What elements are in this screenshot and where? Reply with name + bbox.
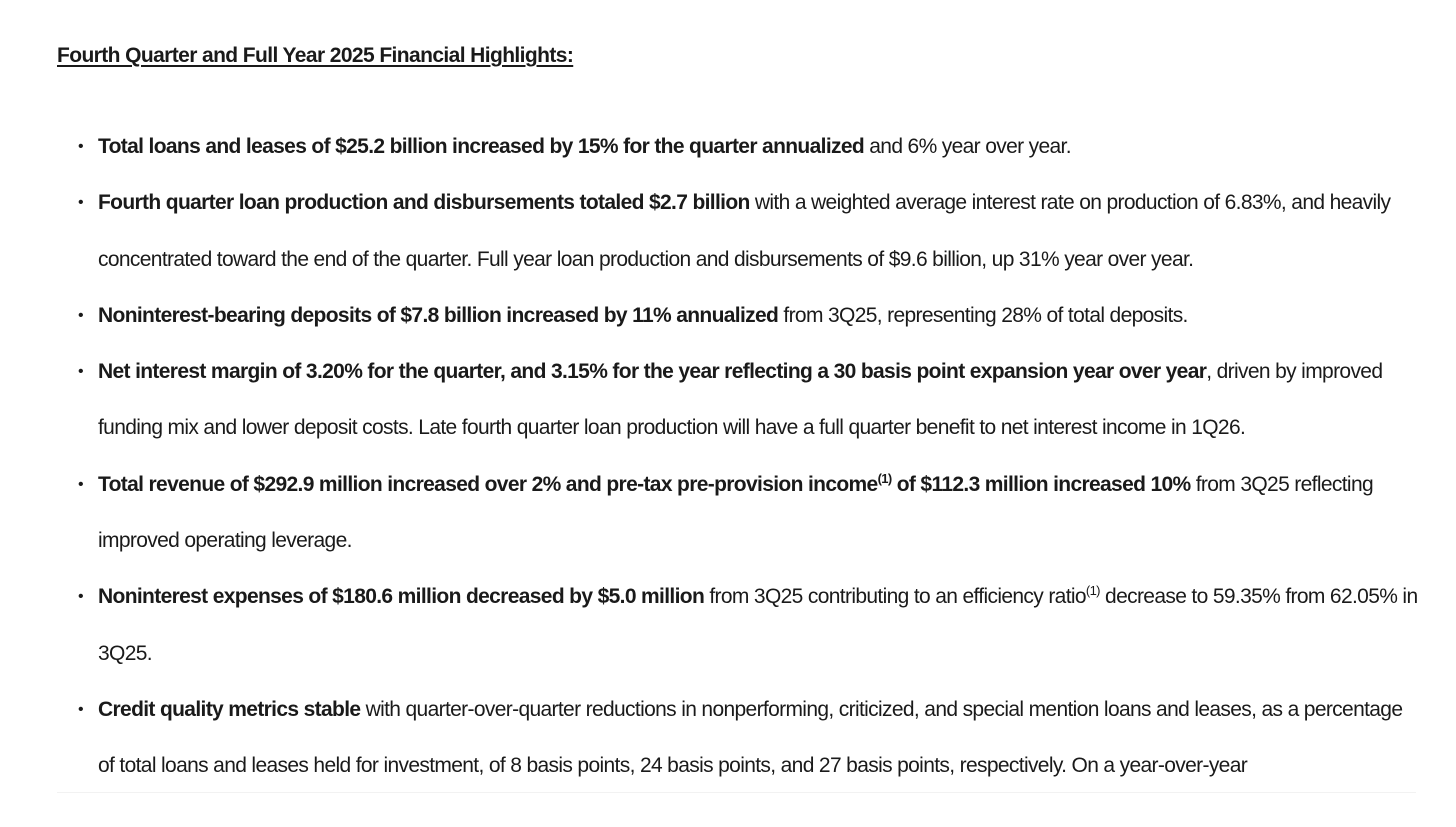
highlight-text: , driven by improved funding mix and lower deposit costs. Late fourth quarter loan production will have a full quarter benefit to net interest income in 1Q26.: [98, 360, 1383, 440]
highlights-list: [78, 119, 1418, 795]
footnote-marker: (1): [1085, 583, 1100, 599]
bullet-marker: •: [78, 475, 83, 493]
bullet-marker: •: [78, 194, 83, 212]
highlight-text: from 3Q25 reflecting improved operating leverage.: [98, 472, 1373, 553]
page-cutoff: [57, 792, 1416, 827]
bullet-marker: •: [78, 588, 83, 606]
highlight-bold-text: Total revenue of $292.9 million increased over 2% and pre-tax pre-provision income: [98, 472, 878, 496]
list-item: [78, 569, 1418, 682]
highlight-bold-text: of $112.3 million increased 10%: [891, 472, 1191, 496]
bullet-marker: •: [78, 306, 83, 324]
highlight-bold-text: Noninterest-bearing deposits of $7.8 billion increased by 11% annualized: [98, 303, 779, 327]
highlight-bold-text: Noninterest expenses of $180.6 million decreased by $5.0 million: [98, 585, 705, 609]
bullet-marker: •: [78, 138, 83, 155]
highlight-text: with a weighted average interest rate on production of 6.83%, and heavily concentrated toward the end of the quarter. Full year loan production and disbursements of $9.6 billion, up 31% year over year.: [98, 191, 1391, 271]
section-title: Fourth Quarter and Full Year 2025 Financial Highlights:: [57, 44, 574, 67]
list-item: [78, 119, 1418, 175]
highlight-bold-text: Net interest margin of 3.20% for the quarter, and 3.15% for the year reflecting a 30 basis point expansion year over year: [98, 360, 1207, 384]
highlight-text: decrease to 59.35% from 62.05% in 3Q25.: [98, 585, 1418, 665]
footnote-marker: (1): [877, 470, 892, 486]
highlight-text: from 3Q25 contributing to an efficiency ratio: [704, 585, 1086, 609]
highlight-text: and 6% year over year.: [864, 135, 1071, 158]
list-item: [78, 175, 1418, 288]
highlight-text: with quarter-over-quarter reductions in nonperforming, criticized, and special mention loans and leases, as a percentage of total loans and leases held for investment, of 8 basis points, 24 basis points, and 27 basis points, respectively. On a year-over-year: [98, 697, 1403, 778]
highlight-bold-text: Credit quality metrics stable: [98, 697, 361, 721]
list-item: [78, 288, 1418, 344]
bullet-marker: •: [78, 363, 83, 381]
list-item: [78, 344, 1418, 457]
highlight-bold-text: Total loans and leases of $25.2 billion increased by 15% for the quarter annualized: [98, 135, 865, 158]
highlight-text: from 3Q25, representing 28% of total deposits.: [778, 303, 1188, 327]
highlight-bold-text: Fourth quarter loan production and disbursements totaled $2.7 billion: [98, 191, 750, 215]
bullet-marker: •: [78, 700, 83, 718]
list-item: [78, 682, 1418, 795]
list-item: [78, 457, 1418, 570]
